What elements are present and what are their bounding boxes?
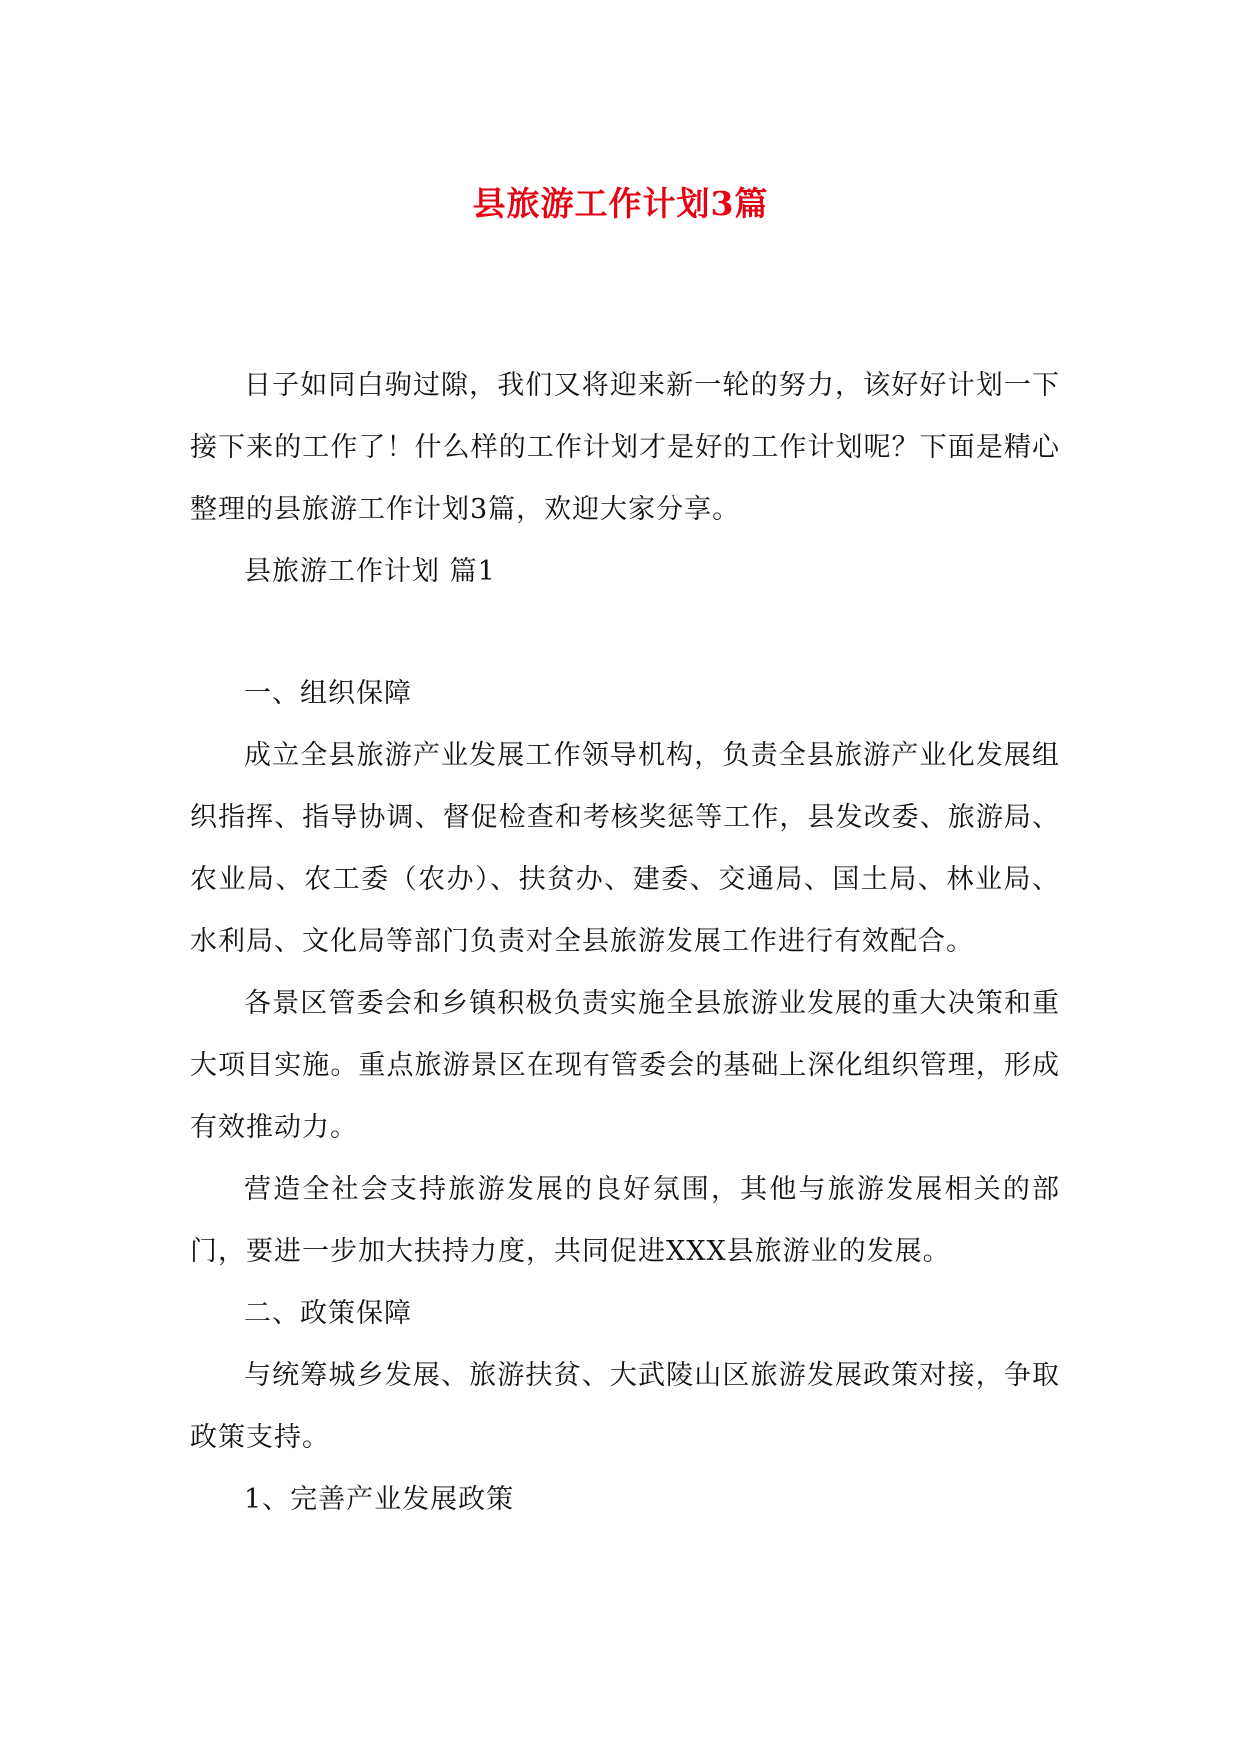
subheading-organization: 一、组织保障 (244, 678, 412, 709)
section-heading-part-1: 县旅游工作计划 篇1 (244, 556, 496, 587)
paragraph-organization-3: 营造全社会支持旅游发展的良好氛围，其他与旅游发展相关的部门，要进一步加大扶持力度，共同促进XXX县旅游业的发展。 (190, 1174, 1060, 1267)
subheading-industry-policy: 1、完善产业发展政策 (244, 1484, 515, 1515)
paragraph-policy-1: 与统筹城乡发展、旅游扶贫、大武陵山区旅游发展政策对接，争取政策支持。 (190, 1360, 1060, 1453)
paragraph-organization-1: 成立全县旅游产业发展工作领导机构，负责全县旅游产业化发展组织指挥、指导协调、督促检查和考核奖惩等工作，县发改委、旅游局、农业局、农工委（农办）、扶贫办、建委、交通局、国土局、林业局、水利局、文化局等部门负责对全县旅游发展工作进行有效配合。 (190, 740, 1060, 957)
intro-paragraph: 日子如同白驹过隙，我们又将迎来新一轮的努力，该好好计划一下接下来的工作了！什么样的工作计划才是好的工作计划呢？下面是精心整理的县旅游工作计划3篇，欢迎大家分享。 (190, 370, 1060, 525)
document-title: 县旅游工作计划3篇 (472, 184, 769, 224)
subheading-policy: 二、政策保障 (244, 1298, 412, 1329)
document-body (190, 355, 1060, 1531)
spacer (190, 603, 1060, 663)
paragraph-organization-2: 各景区管委会和乡镇积极负责实施全县旅游业发展的重大决策和重大项目实施。重点旅游景区在现有管委会的基础上深化组织管理，形成有效推动力。 (190, 988, 1060, 1143)
